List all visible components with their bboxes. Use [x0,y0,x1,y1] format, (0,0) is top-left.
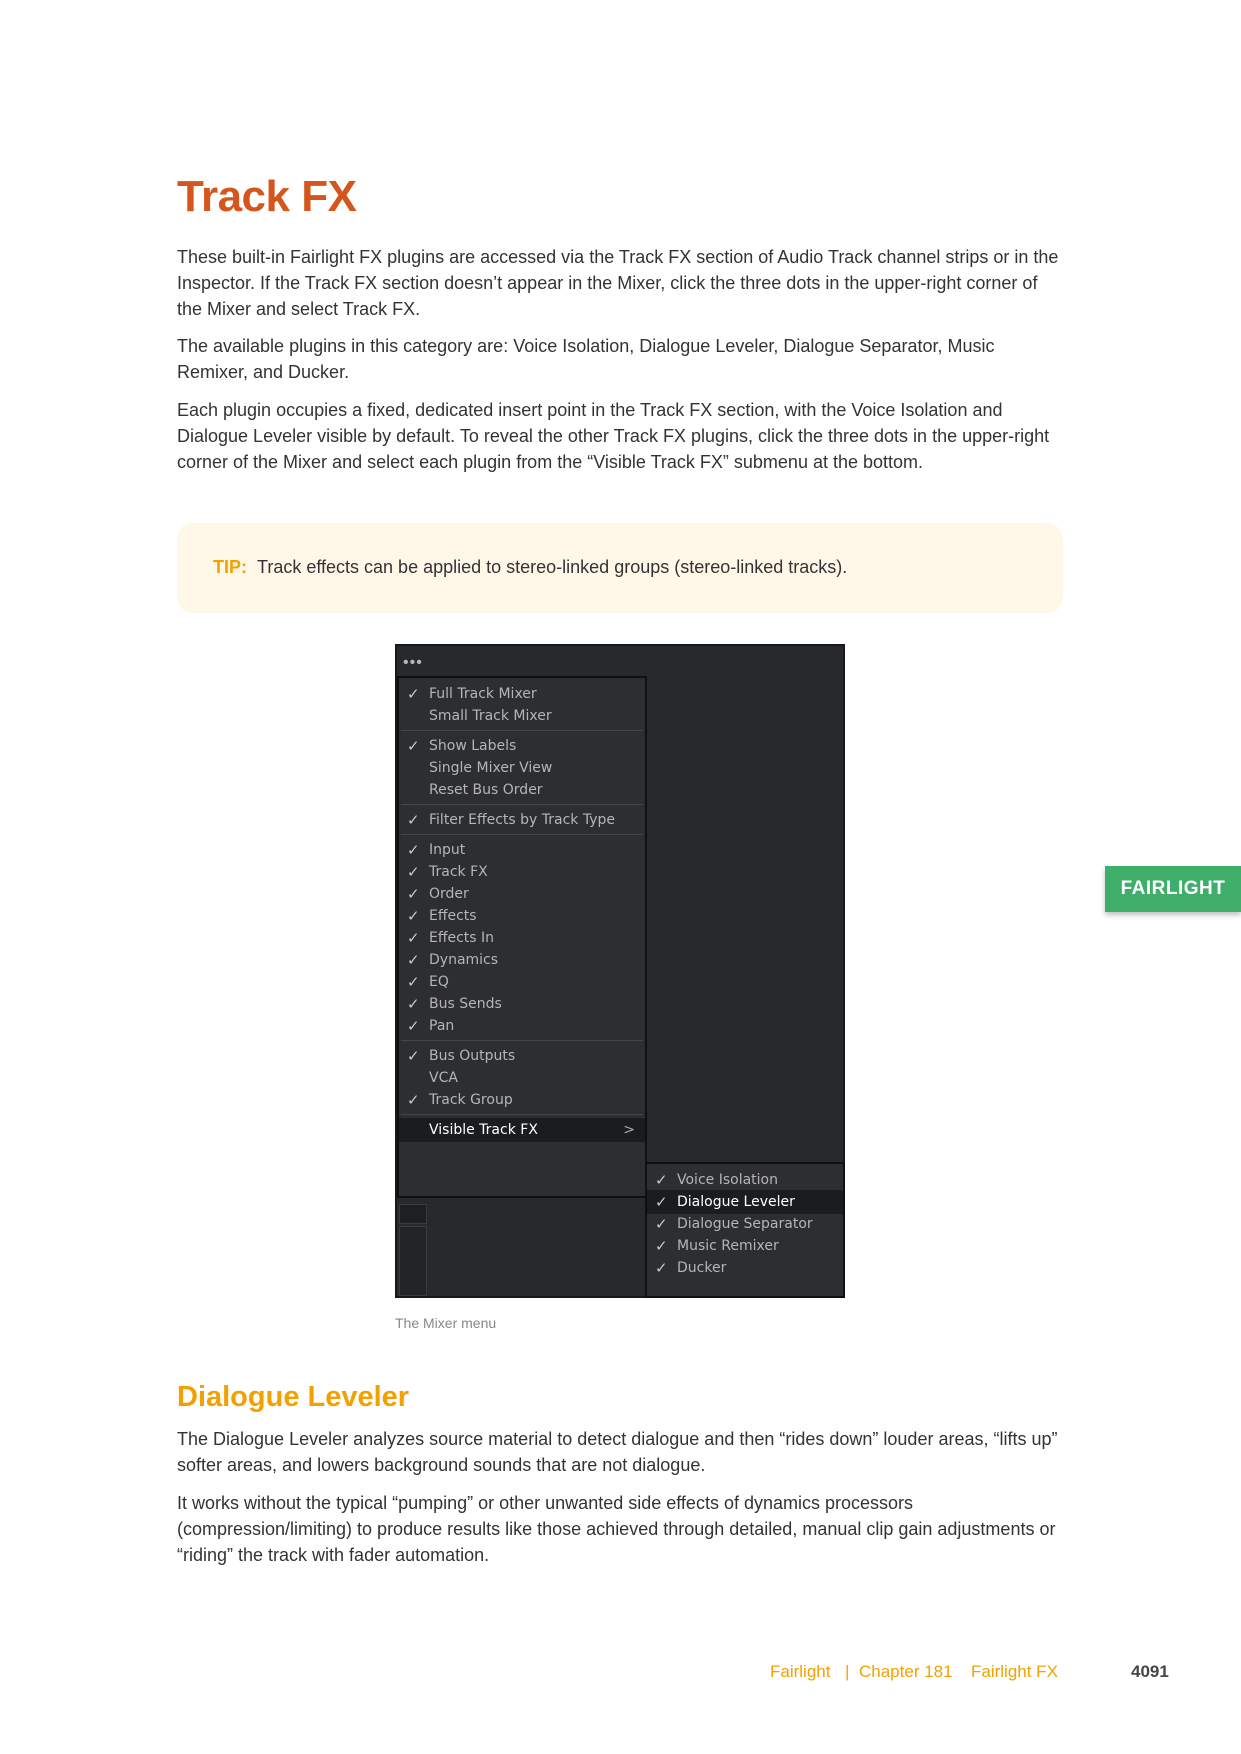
menu-item-reset-bus-order[interactable] [399,778,645,802]
menu-divider [401,804,643,805]
section-title: Dialogue Leveler [177,1381,410,1413]
checkmark-icon: ✓ [407,907,420,925]
channel-strip-fragment [399,1226,427,1296]
menu-item-dynamics[interactable] [399,948,645,972]
menu-item-effects-in[interactable] [399,926,645,950]
page-number: 4091 [1131,1662,1169,1681]
menu-item-visible-track-fx[interactable] [399,1118,645,1142]
menu-item-effects[interactable] [399,904,645,928]
submenu-item-dialogue-leveler[interactable] [647,1190,843,1214]
menu-item-label: Track FX [429,864,488,880]
checkmark-icon: ✓ [407,863,420,881]
checkmark-icon: ✓ [407,929,420,947]
checkmark-icon: ✓ [407,811,420,829]
footer-book: Fairlight [770,1662,831,1681]
tip-box [177,523,1063,613]
menu-item-label: Single Mixer View [429,760,553,776]
chevron-right-icon: > [623,1122,635,1138]
visible-track-fx-submenu [645,1162,845,1298]
menu-divider [401,1040,643,1041]
page-title: Track FX [177,172,357,221]
checkmark-icon: ✓ [407,1047,420,1065]
menu-item-label: Bus Sends [429,996,502,1012]
submenu-item-label: Dialogue Leveler [677,1194,795,1210]
checkmark-icon: ✓ [655,1193,668,1211]
chapter-side-tab[interactable]: FAIRLIGHT [1105,866,1241,912]
checkmark-icon: ✓ [407,737,420,755]
menu-item-order[interactable] [399,882,645,906]
checkmark-icon: ✓ [407,995,420,1013]
mixer-options-menu [397,676,647,1198]
checkmark-icon: ✓ [407,685,420,703]
submenu-item-dialogue-separator[interactable] [647,1212,843,1236]
checkmark-icon: ✓ [407,841,420,859]
menu-item-full-track-mixer[interactable] [399,682,645,706]
mixer-menu-screenshot [395,644,845,1298]
submenu-item-music-remixer[interactable] [647,1234,843,1258]
checkmark-icon: ✓ [407,1091,420,1109]
checkmark-icon: ✓ [407,973,420,991]
intro-paragraph-3: Each plugin occupies a fixed, dedicated insert point in the Track FX section, with the Voice Isolation and Dialogue Leveler visible by default. To reveal the other Track FX plugins, click the three dots in the upper-right corner of the Mixer and select each plugin from the “Visible Track FX” submenu at the bottom. [177,400,1050,472]
menu-item-filter-effects-by-track-type[interactable] [399,808,645,832]
submenu-item-label: Voice Isolation [677,1172,778,1188]
section-paragraph-2: It works without the typical “pumping” or other unwanted side effects of dynamics processors (compression/limiting) to produce results like those achieved through detailed, manual clip gain adjustments or “riding” the track with fader automation. [177,1493,1056,1565]
section-paragraph-1: The Dialogue Leveler analyzes source material to detect dialogue and then “rides down” louder areas, “lifts up” softer areas, and lowers background sounds that are not dialogue. [177,1429,1058,1475]
figure-caption: The Mixer menu [395,1315,497,1331]
menu-item-eq[interactable] [399,970,645,994]
menu-item-bus-sends[interactable] [399,992,645,1016]
menu-item-label: Effects In [429,930,495,946]
submenu-item-label: Ducker [677,1260,727,1276]
intro-paragraph-2: The available plugins in this category are: Voice Isolation, Dialogue Leveler, Dialogue Separator, Music Remixer, and Ducker. [177,336,995,382]
menu-divider [401,834,643,835]
more-options-icon[interactable]: ••• [403,654,423,671]
submenu-item-label: Music Remixer [677,1238,779,1254]
checkmark-icon: ✓ [655,1215,668,1233]
menu-item-label: Bus Outputs [429,1048,516,1064]
menu-item-label: Full Track Mixer [429,686,537,702]
tip-text: Track effects can be applied to stereo-linked groups (stereo-linked tracks). [257,557,848,577]
menu-item-label: Input [429,842,466,858]
menu-item-label: EQ [429,974,449,990]
menu-divider [401,1114,643,1115]
menu-item-label: Dynamics [429,952,499,968]
menu-item-show-labels[interactable] [399,734,645,758]
menu-item-pan[interactable] [399,1014,645,1038]
checkmark-icon: ✓ [407,885,420,903]
menu-item-label: Show Labels [429,738,517,754]
menu-item-label: Track Group [429,1092,513,1108]
menu-item-label: Small Track Mixer [429,708,552,724]
menu-item-label: Order [429,886,469,902]
footer-separator: | [845,1662,850,1681]
submenu-item-ducker[interactable] [647,1256,843,1280]
menu-item-single-mixer-view[interactable] [399,756,645,780]
menu-item-input[interactable] [399,838,645,862]
menu-item-bus-outputs[interactable] [399,1044,645,1068]
submenu-item-label: Dialogue Separator [677,1216,813,1232]
tip-label: TIP: [213,557,247,577]
checkmark-icon: ✓ [655,1259,668,1277]
menu-item-label: Visible Track FX [429,1122,538,1138]
menu-item-vca[interactable] [399,1066,645,1090]
menu-item-label: VCA [429,1070,458,1086]
menu-item-label: Pan [429,1018,455,1034]
checkmark-icon: ✓ [655,1237,668,1255]
footer-chapter: Chapter 181 [859,1662,953,1681]
checkmark-icon: ✓ [655,1171,668,1189]
menu-item-track-fx[interactable] [399,860,645,884]
menu-item-small-track-mixer[interactable] [399,704,645,728]
channel-strip-fragment [399,1204,427,1224]
submenu-item-voice-isolation[interactable] [647,1168,843,1192]
intro-paragraph-1: These built-in Fairlight FX plugins are accessed via the Track FX section of Audio Track channel strips or in the Inspector. If the Track FX section doesn’t appear in the Mixer, click the three dots in the upper-right corner of the Mixer and select Track FX. [177,247,1059,319]
menu-item-label: Effects [429,908,477,924]
menu-item-label: Reset Bus Order [429,782,543,798]
menu-divider [401,730,643,731]
menu-item-track-group[interactable] [399,1088,645,1112]
menu-item-label: Filter Effects by Track Type [429,812,616,828]
checkmark-icon: ✓ [407,951,420,969]
checkmark-icon: ✓ [407,1017,420,1035]
footer-chapter-title: Fairlight FX [971,1662,1058,1681]
